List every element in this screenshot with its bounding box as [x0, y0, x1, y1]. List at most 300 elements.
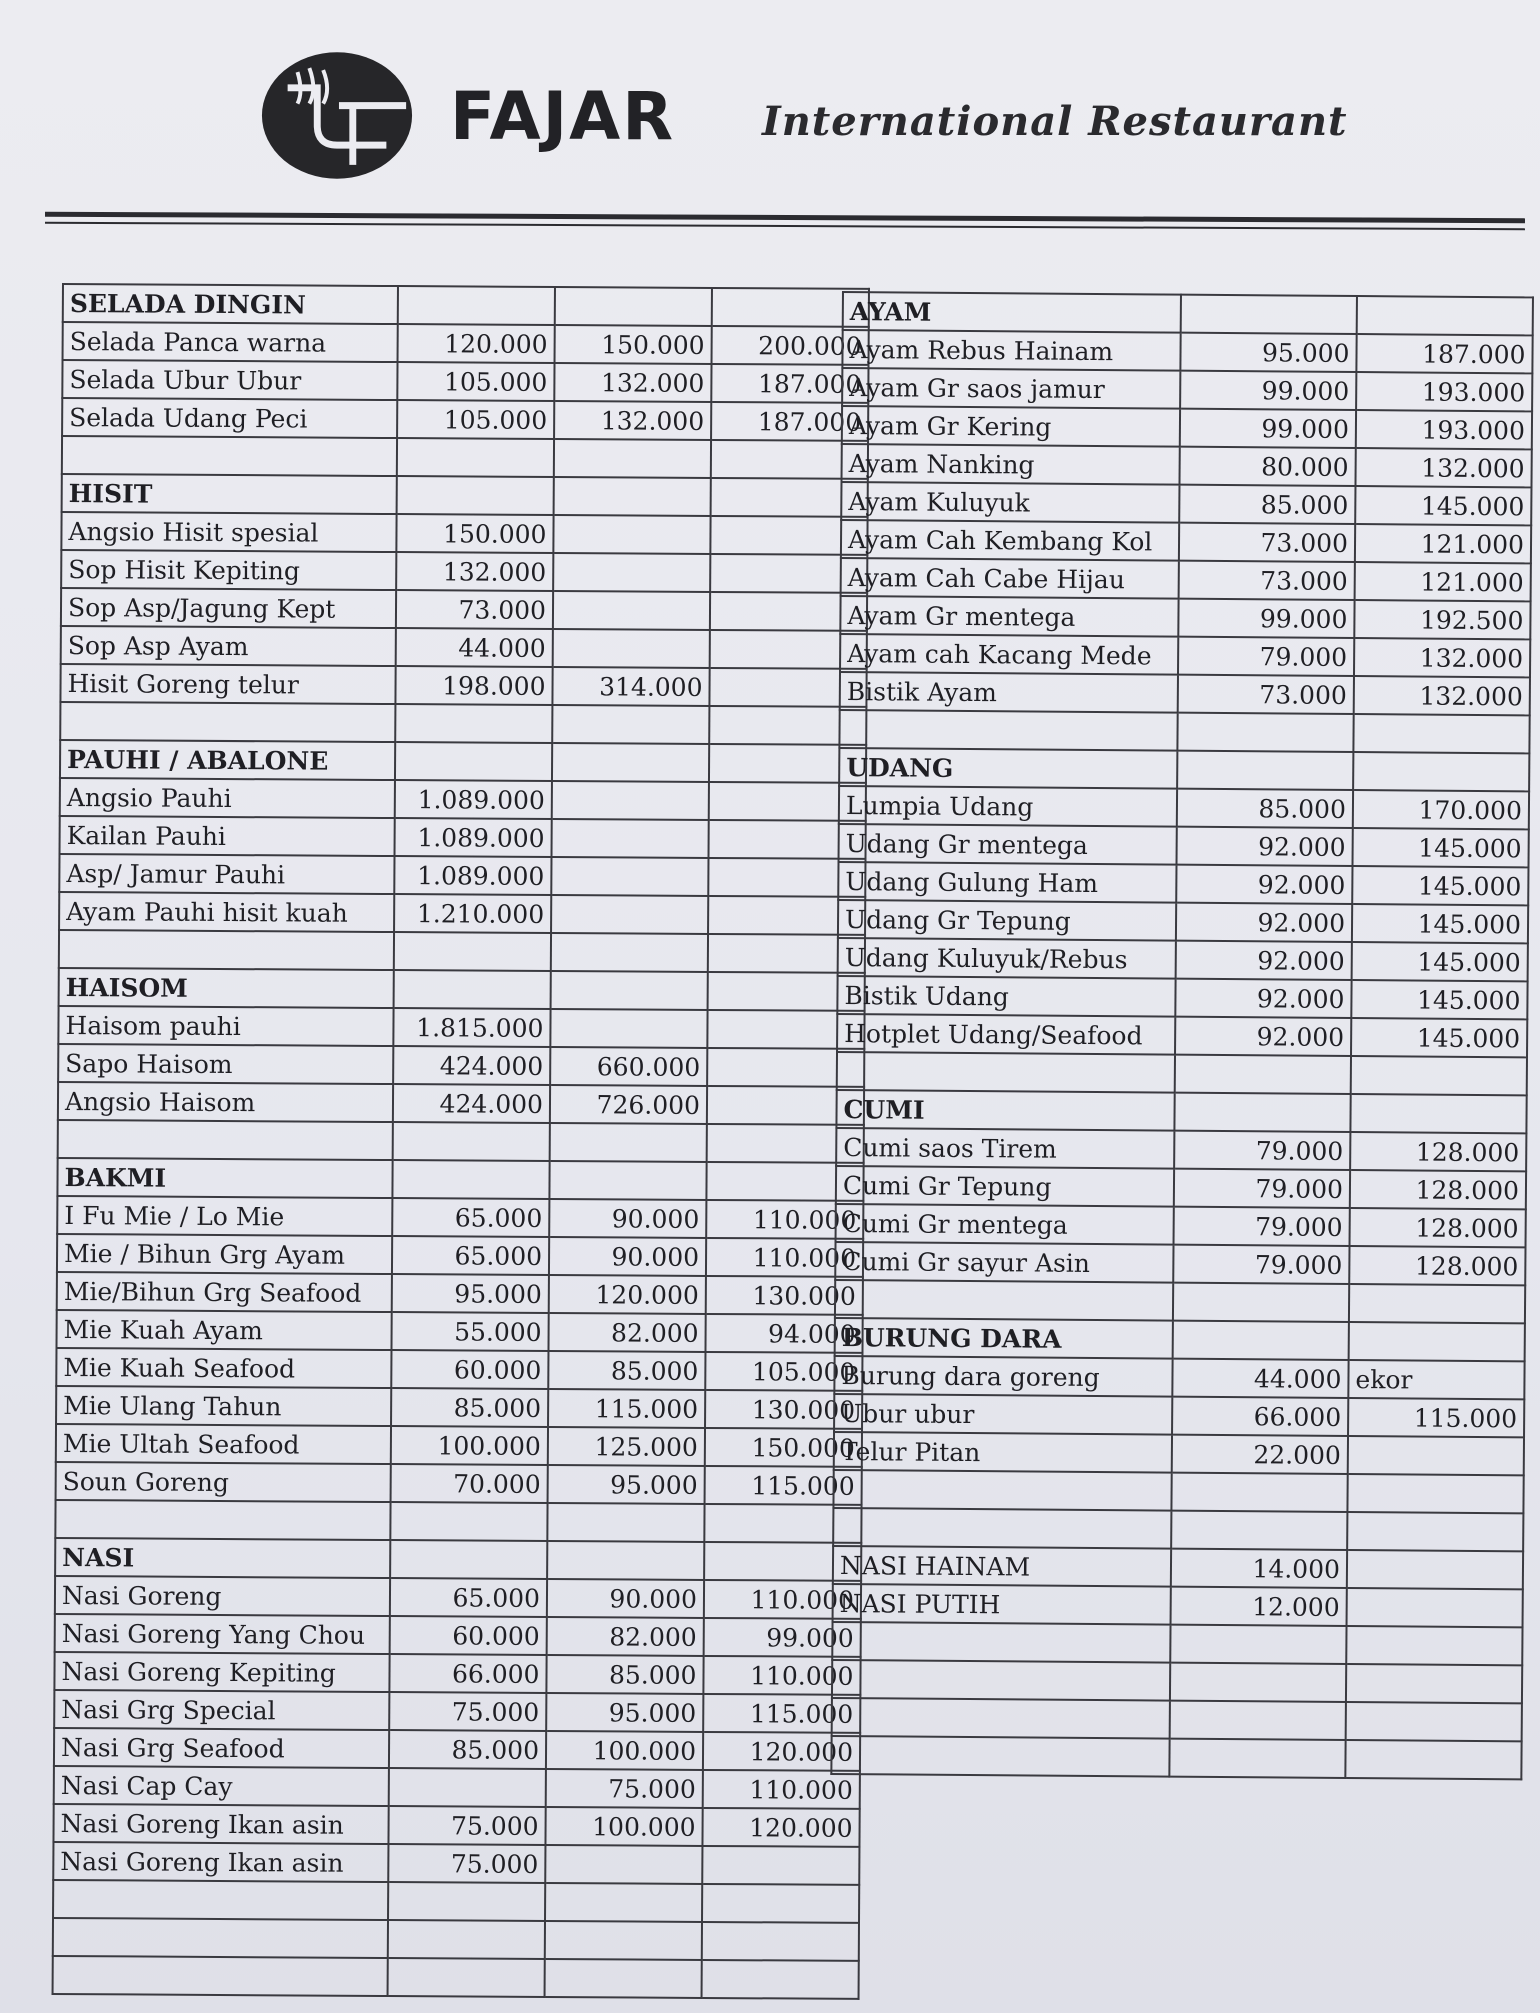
menu-item-name: Sop Asp/Jagung Kept [61, 588, 396, 628]
menu-item-price: 100.000 [545, 1807, 702, 1846]
empty-cell [1170, 1663, 1346, 1702]
menu-item-price: 85.000 [548, 1351, 705, 1390]
empty-cell [1181, 295, 1357, 334]
menu-item-price: 105.000 [397, 362, 554, 401]
menu-item-price: 120.000 [398, 324, 555, 363]
menu-item-name: Udang Gr Tepung [838, 900, 1176, 941]
menu-item-price [553, 553, 710, 592]
menu-item-price: 110.000 [706, 1200, 863, 1239]
menu-item-price: 145.000 [1351, 980, 1527, 1019]
menu-item-price: 73.000 [1178, 675, 1354, 714]
section-title: HAISOM [59, 968, 394, 1008]
empty-cell [1349, 1322, 1525, 1361]
blank-row [60, 702, 866, 745]
menu-item-price: 95.000 [546, 1693, 703, 1732]
menu-item-row [841, 482, 1531, 525]
menu-item-price [702, 1846, 859, 1885]
menu-item-price [389, 1768, 546, 1807]
menu-item-price: 150.000 [555, 325, 712, 364]
menu-item-name: Cumi Gr sayur Asin [835, 1242, 1173, 1283]
menu-item-row [56, 1462, 862, 1505]
empty-cell [395, 742, 552, 781]
empty-cell [1347, 1512, 1523, 1551]
menu-item-row [842, 406, 1532, 449]
menu-item-price: 85.000 [391, 1388, 548, 1427]
menu-item-price [1347, 1550, 1523, 1589]
empty-cell [1346, 1626, 1522, 1665]
menu-item-price: 110.000 [706, 1238, 863, 1277]
menu-item-price: 22.000 [1172, 1435, 1348, 1474]
menu-item-row [834, 1356, 1524, 1399]
menu-item-row [61, 626, 867, 669]
menu-item-name: Mie Ultah Seafood [56, 1424, 391, 1464]
empty-cell [549, 1161, 706, 1200]
empty-cell [392, 1160, 549, 1199]
menu-item-row [54, 1652, 860, 1695]
menu-item-row [58, 1082, 864, 1125]
restaurant-logo-icon [258, 48, 416, 183]
menu-item-price: 424.000 [393, 1046, 550, 1085]
empty-cell [551, 971, 708, 1010]
menu-item-price: 90.000 [549, 1199, 706, 1238]
menu-item-price [1347, 1588, 1523, 1627]
menu-item-row [836, 1128, 1526, 1171]
empty-cell [832, 1622, 1170, 1663]
menu-item-price [552, 819, 709, 858]
section-title: BURUNG DARA [835, 1318, 1173, 1359]
section-title: HISIT [62, 474, 397, 514]
empty-cell [1351, 1056, 1527, 1095]
menu-item-price: 65.000 [392, 1198, 549, 1237]
empty-cell [394, 970, 551, 1009]
blank-row [55, 1500, 861, 1543]
menu-item-name: Haisom pauhi [58, 1006, 393, 1046]
empty-cell [1171, 1473, 1347, 1512]
menu-item-name: Ayam Kuluyuk [841, 482, 1179, 523]
empty-cell [58, 1120, 393, 1160]
menu-item-price: 85.000 [1177, 789, 1353, 828]
empty-cell [555, 287, 712, 326]
menu-item-price: 145.000 [1355, 486, 1531, 525]
blank-row [62, 436, 868, 479]
menu-item-name: Cumi saos Tirem [836, 1128, 1174, 1169]
menu-item-price: 92.000 [1176, 865, 1352, 904]
empty-cell [1177, 713, 1353, 752]
menu-item-name: Sapo Haisom [58, 1044, 393, 1084]
menu-item-price: 95.000 [392, 1274, 549, 1313]
menu-item-row [835, 1242, 1525, 1285]
menu-item-row [838, 938, 1528, 981]
menu-item-price: 85.000 [546, 1655, 703, 1694]
menu-item-price: 92.000 [1177, 827, 1353, 866]
menu-item-price: 73.000 [396, 590, 553, 629]
menu-item-name: Angsio Pauhi [60, 778, 395, 818]
menu-item-price: 105.000 [705, 1352, 862, 1391]
menu-item-price: 79.000 [1178, 637, 1354, 676]
menu-item-name: Selada Panca warna [63, 322, 398, 362]
menu-item-price: 55.000 [391, 1312, 548, 1351]
menu-item-name: Nasi Goreng Ikan asin [53, 1842, 388, 1882]
menu-item-row [58, 1044, 864, 1087]
menu-item-price [553, 591, 710, 630]
menu-item-row [56, 1348, 862, 1391]
menu-item-price: 1.089.000 [395, 818, 552, 857]
menu-item-price: 150.000 [396, 514, 553, 553]
menu-item-name: Ayam Cah Kembang Kol [841, 520, 1179, 561]
menu-item-price: 170.000 [1353, 790, 1529, 829]
empty-cell [702, 1960, 859, 1999]
menu-item-row [840, 672, 1530, 715]
blank-row [53, 1956, 859, 1999]
menu-item-price: 92.000 [1176, 941, 1352, 980]
menu-item-price: 110.000 [704, 1580, 861, 1619]
menu-item-price: 193.000 [1356, 372, 1532, 411]
section-row [835, 1318, 1525, 1361]
restaurant-name: FAJAR [450, 78, 676, 155]
menu-item-name: Selada Udang Peci [62, 398, 397, 438]
empty-cell [55, 1500, 390, 1540]
menu-item-price: 79.000 [1174, 1131, 1350, 1170]
menu-item-price: 132.000 [1354, 638, 1530, 677]
menu-item-price [550, 1009, 707, 1048]
menu-item-price: 132.000 [1354, 676, 1530, 715]
empty-cell [62, 436, 397, 476]
menu-item-row [60, 816, 866, 859]
menu-item-name: Sop Hisit Kepiting [61, 550, 396, 590]
section-row [55, 1538, 861, 1581]
menu-item-row [56, 1386, 862, 1429]
menu-item-name: Mie / Bihun Grg Ayam [57, 1234, 392, 1274]
empty-cell [388, 1920, 545, 1959]
menu-item-price: 187.000 [1356, 334, 1532, 373]
empty-cell [551, 933, 708, 972]
menu-item-price: 92.000 [1175, 979, 1351, 1018]
menu-item-price [545, 1845, 702, 1884]
menu-item-price: 90.000 [549, 1237, 706, 1276]
empty-cell [552, 743, 709, 782]
menu-item-price: ekor [1348, 1360, 1524, 1399]
menu-item-price: 120.000 [549, 1275, 706, 1314]
menu-item-row [839, 786, 1529, 829]
menu-item-name: Kailan Pauhi [60, 816, 395, 856]
menu-item-price: 92.000 [1175, 1017, 1351, 1056]
menu-item-name: Nasi Goreng Ikan asin [53, 1804, 388, 1844]
menu-item-name: Ayam Gr mentega [840, 596, 1178, 637]
section-row [57, 1158, 863, 1201]
menu-item-price: 100.000 [546, 1731, 703, 1770]
menu-item-price: 75.000 [388, 1844, 545, 1883]
empty-cell [1353, 714, 1529, 753]
blank-row [59, 930, 865, 973]
menu-item-price: 66.000 [1172, 1397, 1348, 1436]
menu-item-price: 99.000 [704, 1618, 861, 1657]
menu-item-price: 115.000 [1348, 1398, 1524, 1437]
menu-item-price: 145.000 [1351, 1018, 1527, 1057]
menu-item-row [61, 550, 867, 593]
empty-cell [390, 1540, 547, 1579]
menu-item-name: Udang Kuluyuk/Rebus [838, 938, 1176, 979]
menu-item-row [54, 1728, 860, 1771]
empty-cell [1169, 1739, 1345, 1778]
menu-item-name: Ayam Rebus Hainam [842, 330, 1180, 371]
menu-item-row [62, 398, 868, 441]
menu-item-row [54, 1690, 860, 1733]
menu-item-price: 75.000 [546, 1769, 703, 1808]
menu-table-left [52, 283, 870, 2000]
menu-item-price [551, 895, 708, 934]
menu-item-name: Udang Gulung Ham [838, 862, 1176, 903]
menu-item-row [58, 1006, 864, 1049]
blank-row [832, 1698, 1522, 1741]
menu-item-price: 79.000 [1174, 1207, 1350, 1246]
menu-item-row [841, 520, 1531, 563]
menu-item-name: Mie Kuah Seafood [56, 1348, 391, 1388]
menu-item-price: 73.000 [1179, 561, 1355, 600]
blank-row [53, 1880, 859, 1923]
section-row [836, 1090, 1526, 1133]
section-title: AYAM [843, 292, 1181, 333]
menu-item-row [838, 862, 1528, 905]
menu-item-price: 12.000 [1171, 1587, 1347, 1626]
menu-item-name: NASI HAINAM [833, 1546, 1171, 1587]
menu-item-price: 424.000 [393, 1084, 550, 1123]
menu-item-price: 187.000 [711, 364, 868, 403]
menu-item-row [834, 1394, 1524, 1437]
menu-item-name: Ubur ubur [834, 1394, 1172, 1435]
empty-cell [550, 1123, 707, 1162]
menu-item-price: 82.000 [548, 1313, 705, 1352]
empty-cell [545, 1921, 702, 1960]
empty-cell [1345, 1740, 1521, 1779]
menu-item-price [552, 781, 709, 820]
menu-item-name: Angsio Hisit spesial [61, 512, 396, 552]
menu-item-price: 66.000 [389, 1654, 546, 1693]
menu-item-price: 128.000 [1350, 1208, 1526, 1247]
menu-item-price: 99.000 [1180, 371, 1356, 410]
menu-item-name: Ayam Pauhi hisit kuah [59, 892, 394, 932]
menu-item-name: Nasi Goreng [55, 1576, 390, 1616]
menu-item-price: 110.000 [703, 1770, 860, 1809]
menu-item-name: Hotplet Udang/Seafood [837, 1014, 1175, 1055]
menu-item-row [839, 824, 1529, 867]
empty-cell [547, 1503, 704, 1542]
menu-item-price [553, 629, 710, 668]
menu-item-price: 82.000 [547, 1617, 704, 1656]
menu-item-name: Telur Pitan [834, 1432, 1172, 1473]
menu-item-price: 132.000 [396, 552, 553, 591]
menu-item-price: 115.000 [705, 1466, 862, 1505]
empty-cell [1173, 1321, 1349, 1360]
menu-item-name: Burung dara goreng [834, 1356, 1172, 1397]
menu-item-row [836, 1166, 1526, 1209]
menu-item-price: 65.000 [392, 1236, 549, 1275]
menu-item-price: 187.000 [711, 402, 868, 441]
empty-cell [837, 1052, 1175, 1093]
empty-cell [833, 1470, 1171, 1511]
section-title: BAKMI [57, 1158, 392, 1198]
menu-item-name: Lumpia Udang [839, 786, 1177, 827]
menu-item-price: 105.000 [397, 400, 554, 439]
menu-item-price: 99.000 [1180, 409, 1356, 448]
menu-item-name: Asp/ Jamur Pauhi [59, 854, 394, 894]
empty-cell [1353, 752, 1529, 791]
blank-row [837, 1052, 1527, 1095]
empty-cell [554, 439, 711, 478]
menu-item-name: NASI PUTIH [833, 1584, 1171, 1625]
menu-item-price: 1.815.000 [393, 1008, 550, 1047]
empty-cell [1346, 1702, 1522, 1741]
empty-cell [1175, 1055, 1351, 1094]
menu-item-price: 150.000 [705, 1428, 862, 1467]
menu-item-price: 132.000 [554, 363, 711, 402]
menu-item-name: Bistik Ayam [840, 672, 1178, 713]
menu-item-row [60, 778, 866, 821]
menu-item-name: Mie/Bihun Grg Seafood [57, 1272, 392, 1312]
section-row [60, 740, 866, 783]
menu-item-price: 314.000 [552, 667, 709, 706]
empty-cell [702, 1922, 859, 1961]
menu-item-row [56, 1310, 862, 1353]
menu-item-price: 85.000 [389, 1730, 546, 1769]
blank-row [833, 1470, 1523, 1513]
restaurant-tagline: International Restaurant [762, 98, 1348, 145]
menu-item-price: 79.000 [1174, 1169, 1350, 1208]
menu-item-price: 92.000 [1176, 903, 1352, 942]
menu-item-row [833, 1546, 1523, 1589]
empty-cell [53, 1918, 388, 1958]
menu-item-price: 130.000 [705, 1390, 862, 1429]
menu-item-row [841, 444, 1531, 487]
menu-item-price: 110.000 [703, 1656, 860, 1695]
empty-cell [1173, 1283, 1349, 1322]
menu-item-name: I Fu Mie / Lo Mie [57, 1196, 392, 1236]
menu-item-row [834, 1432, 1524, 1475]
menu-item-price: 75.000 [389, 1692, 546, 1731]
menu-item-name: Nasi Goreng Yang Chou [55, 1614, 390, 1654]
menu-item-price: 115.000 [548, 1389, 705, 1428]
menu-item-name: Selada Ubur Ubur [62, 360, 397, 400]
menu-item-price: 14.000 [1171, 1549, 1347, 1588]
menu-item-price: 90.000 [547, 1579, 704, 1618]
menu-item-price: 726.000 [550, 1085, 707, 1124]
menu-item-row [838, 900, 1528, 943]
empty-cell [53, 1956, 388, 1996]
empty-cell [831, 1736, 1169, 1777]
blank-row [832, 1622, 1522, 1665]
menu-item-row [55, 1576, 861, 1619]
empty-cell [839, 710, 1177, 751]
section-row [62, 474, 868, 517]
empty-cell [59, 930, 394, 970]
empty-cell [388, 1958, 545, 1997]
menu-item-price: 128.000 [1350, 1170, 1526, 1209]
menu-item-row [840, 634, 1530, 677]
menu-item-name: Ayam Gr saos jamur [842, 368, 1180, 409]
menu-item-price: 145.000 [1352, 866, 1528, 905]
section-title: CUMI [836, 1090, 1174, 1131]
menu-item-row [57, 1234, 863, 1277]
menu-item-price: 99.000 [1178, 599, 1354, 638]
empty-cell [1170, 1701, 1346, 1740]
menu-item-price: 145.000 [1352, 942, 1528, 981]
empty-cell [1171, 1511, 1347, 1550]
menu-item-price: 60.000 [391, 1350, 548, 1389]
menu-item-name: Mie Kuah Ayam [56, 1310, 391, 1350]
menu-item-price: 65.000 [390, 1578, 547, 1617]
menu-item-name: Hisit Goreng telur [60, 664, 395, 704]
menu-item-price: 128.000 [1349, 1246, 1525, 1285]
empty-cell [1350, 1094, 1526, 1133]
section-title: SELADA DINGIN [63, 284, 398, 324]
menu-item-row [62, 360, 868, 403]
menu-item-price: 115.000 [703, 1694, 860, 1733]
menu-item-price: 94.000 [705, 1314, 862, 1353]
menu-item-name: Nasi Grg Seafood [54, 1728, 389, 1768]
menu-item-name: Angsio Haisom [58, 1082, 393, 1122]
empty-cell [832, 1698, 1170, 1739]
menu-header [0, 0, 1540, 210]
menu-item-price: 1.089.000 [395, 780, 552, 819]
menu-item-price: 125.000 [548, 1427, 705, 1466]
menu-item-row [53, 1842, 859, 1885]
menu-item-row [833, 1584, 1523, 1627]
empty-cell [552, 705, 709, 744]
blank-row [53, 1918, 859, 1961]
empty-cell [398, 286, 555, 325]
menu-item-price: 120.000 [702, 1808, 859, 1847]
menu-item-row [836, 1204, 1526, 1247]
menu-item-price: 1.089.000 [394, 856, 551, 895]
menu-item-price: 660.000 [550, 1047, 707, 1086]
section-row [833, 1508, 1523, 1551]
menu-item-price: 145.000 [1352, 828, 1528, 867]
blank-row [832, 1660, 1522, 1703]
menu-item-price: 95.000 [1180, 333, 1356, 372]
menu-item-price: 85.000 [1179, 485, 1355, 524]
section-title [833, 1508, 1171, 1549]
menu-item-price: 73.000 [1179, 523, 1355, 562]
menu-item-row [57, 1272, 863, 1315]
menu-item-row [842, 368, 1532, 411]
menu-item-name: Ayam cah Kacang Mede [840, 634, 1178, 675]
section-title: PAUHI / ABALONE [60, 740, 395, 780]
menu-item-price: 1.210.000 [394, 894, 551, 933]
section-row [59, 968, 865, 1011]
header-divider-thin [45, 222, 1525, 230]
section-row [63, 284, 869, 327]
menu-item-price: 80.000 [1179, 447, 1355, 486]
menu-item-price: 70.000 [391, 1464, 548, 1503]
header-divider [45, 212, 1525, 223]
empty-cell [53, 1880, 388, 1920]
menu-item-price: 60.000 [390, 1616, 547, 1655]
menu-item-price: 193.000 [1356, 410, 1532, 449]
menu-item-price: 130.000 [706, 1276, 863, 1315]
menu-item-row [53, 1804, 859, 1847]
menu-item-price [1348, 1436, 1524, 1475]
menu-item-price: 198.000 [395, 666, 552, 705]
menu-item-name: Cumi Gr Tepung [836, 1166, 1174, 1207]
blank-row [58, 1120, 864, 1163]
menu-item-name: Soun Goreng [56, 1462, 391, 1502]
empty-cell [547, 1541, 704, 1580]
menu-item-name: Sop Asp Ayam [61, 626, 396, 666]
menu-item-price [551, 857, 708, 896]
menu-item-price: 132.000 [1355, 448, 1531, 487]
menu-item-price: 145.000 [1352, 904, 1528, 943]
empty-cell [60, 702, 395, 742]
menu-item-name: Ayam Gr Kering [842, 406, 1180, 447]
